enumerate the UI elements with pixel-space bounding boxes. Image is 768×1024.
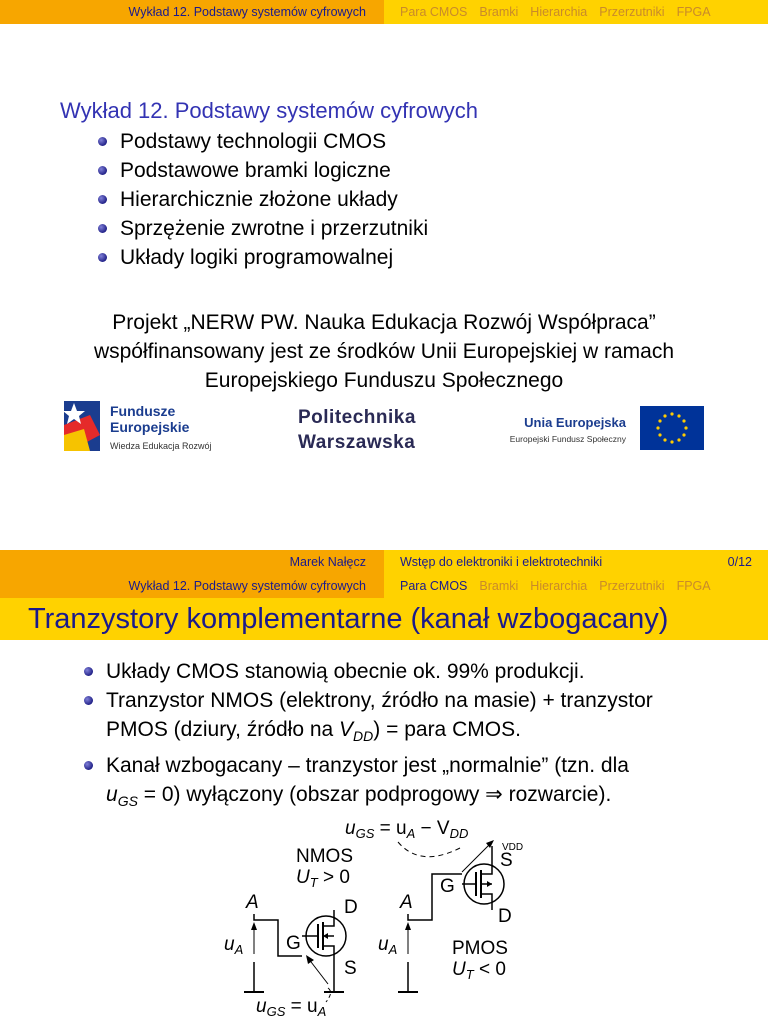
ugs-equation-top: $u_{GS} = u_A - V_{DD}$ (345, 818, 469, 841)
source-label: S (344, 958, 357, 979)
slide-footer (0, 550, 768, 574)
pmos-threshold: $U_T < 0$ (452, 959, 506, 982)
logos-strip (60, 395, 708, 460)
top-nav (384, 0, 768, 24)
source-label: S (500, 850, 513, 871)
section-label: Wykład 12. Podstawy systemów cyfrowych (128, 579, 366, 593)
bullet-text: ) = para CMOS. (373, 718, 521, 741)
math-subscript: DD (353, 728, 374, 745)
nav-fpga[interactable]: FPGA (676, 579, 711, 593)
bullet-text: Układy CMOS stanowią obecnie ok. 99% produkcji. (106, 660, 585, 683)
nmos-threshold: $U_T > 0$ (296, 867, 350, 890)
nav-para-cmos[interactable]: Para CMOS (400, 5, 468, 19)
project-line: Projekt „NERW PW. Nauka Edukacja Rozwój Współpraca” (112, 311, 656, 334)
fe-text: Fundusze (110, 403, 176, 419)
nav-przerzutniki[interactable]: Przerzutniki (599, 5, 665, 19)
gate-label: G (440, 876, 455, 897)
section-link[interactable] (0, 0, 384, 24)
project-line: współfinansowany jest ze środków Unii Europejskiej w ramach (93, 340, 675, 363)
nav-bramki[interactable]: Bramki (479, 579, 519, 593)
second-nav (384, 574, 768, 598)
bullet-item (84, 751, 653, 816)
gate-label: G (286, 933, 301, 954)
toc-item: Podstawy technologii CMOS (98, 127, 428, 156)
bullet-text: Tranzystor NMOS (elektrony, źródło na masie) + tranzystor (106, 689, 653, 712)
ua-label: $u_A$ (378, 934, 398, 957)
course-name: Wstęp do elektroniki i elektrotechniki (400, 555, 603, 569)
drain-label: D (498, 906, 512, 927)
nmos-label: NMOS (296, 846, 353, 867)
section-label: Wykład 12. Podstawy systemów cyfrowych (128, 5, 366, 19)
pw-logo-text: Politechnika (298, 407, 416, 428)
nav-hierarchia[interactable]: Hierarchia (530, 579, 588, 593)
toc-item: Sprzężenie zwrotne i przerzutniki (98, 214, 428, 243)
drain-label: D (344, 897, 358, 918)
top-header-bar (0, 0, 768, 24)
second-header-bar (0, 574, 768, 598)
author: Marek Nałęcz (289, 555, 366, 569)
eu-flag-icon (640, 406, 704, 450)
fe-text: Europejskie (110, 419, 190, 435)
project-notice (0, 308, 768, 395)
nav-para-cmos[interactable]: Para CMOS (400, 579, 468, 593)
pw-logo-text: Warszawska (298, 432, 416, 453)
nav-fpga[interactable]: FPGA (676, 5, 711, 19)
node-a-label: A (400, 892, 413, 913)
ue-tagline: Europejski Fundusz Społeczny (509, 434, 626, 444)
math-symbol: V (339, 718, 354, 741)
nav-bramki[interactable]: Bramki (479, 5, 519, 19)
slide1-title: Wykład 12. Podstawy systemów cyfrowych (60, 98, 478, 123)
toc-item: Hierarchicznie złożone układy (98, 185, 428, 214)
slide2-title: Tranzystory komplementarne (kanał wzbogacany) (0, 598, 768, 640)
cmos-diagram (210, 812, 550, 1024)
ue-text: Unia Europejska (524, 415, 626, 430)
vdd-label: VDD (502, 842, 524, 853)
ua-label: $u_A$ (224, 934, 244, 957)
bullet-item (84, 686, 653, 751)
node-a-label: A (246, 892, 259, 913)
section-link[interactable] (0, 574, 384, 598)
bullet-text: = 0) wyłączony (obszar podprogowy ⇒ rozwarcie). (137, 783, 612, 807)
toc-list (98, 127, 428, 272)
ugs-equation-bottom: $u_{GS} = u_A$ (256, 996, 327, 1019)
fe-tagline: Wiedza Edukacja Rozwój (110, 441, 212, 451)
bullet-text: PMOS (dziury, źródło na (106, 718, 340, 741)
fundusze-europejskie-logo (60, 395, 104, 457)
toc-item: Układy logiki programowalnej (98, 243, 428, 272)
slide2-bullets (84, 657, 653, 816)
pmos-label: PMOS (452, 938, 508, 959)
project-line: Europejskiego Funduszu Społecznego (204, 369, 564, 392)
bullet-item (84, 657, 653, 686)
math-symbol: u (106, 783, 118, 807)
nav-hierarchia[interactable]: Hierarchia (530, 5, 588, 19)
bullet-text: Kanał wzbogacany – tranzystor jest „normalnie” (tzn. dla (106, 754, 629, 778)
page-number: 0/12 (727, 555, 752, 569)
toc-item: Podstawowe bramki logiczne (98, 156, 428, 185)
math-subscript: GS (117, 793, 138, 810)
nav-przerzutniki[interactable]: Przerzutniki (599, 579, 665, 593)
